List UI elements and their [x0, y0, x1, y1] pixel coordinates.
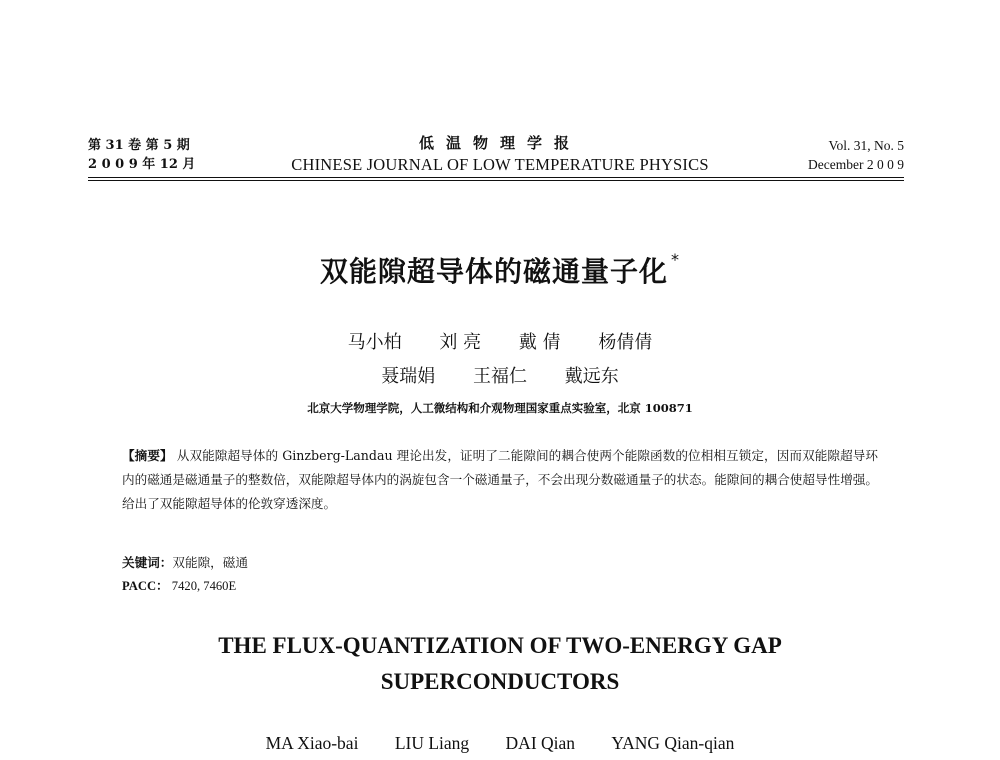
keywords-label: 关键词： — [122, 555, 173, 570]
title-footnote-marker: * — [671, 250, 680, 269]
volume-issue-cn: 第 31 卷 第 5 期 — [88, 138, 190, 153]
abstract-text: 从双能隙超导体的 Ginzberg-Landau 理论出发，证明了二能隙间的耦合使两个能隙函数的位相相互锁定，因而双能隙超导环内的磁通是磁通量子的整数倍，双能隙超导体内的涡旋包含一个磁通量子，不会出现分数磁通量子的状态。能隙间的耦合使超导性增强。给出了双能隙超导体的伦敦穿透深度。 — [122, 448, 879, 511]
abstract-cn — [122, 444, 878, 516]
title-text: 双能隙超导体的磁通量子化 — [319, 255, 668, 288]
pacc-label: PACC： — [122, 579, 169, 593]
author-name: 戴远东 — [564, 366, 619, 387]
abstract-label: 【摘要】 — [122, 448, 173, 463]
author-name: 王福仁 — [473, 366, 527, 387]
header-rule-thick — [88, 177, 904, 178]
date-en: December 2 0 0 9 — [808, 157, 904, 172]
author-name: 戴 倩 — [518, 332, 561, 353]
paper-title-cn — [0, 250, 1000, 290]
volume-issue-en: Vol. 31, No. 5 — [828, 138, 904, 153]
author-name-en: LIU Liang — [394, 733, 470, 753]
author-name: 刘 亮 — [439, 332, 482, 353]
header-right — [808, 136, 904, 174]
authors-cn-row1 — [0, 328, 1000, 354]
title-en-line2: SUPERCONDUCTORS — [380, 669, 620, 694]
pacc-text: 7420, 7460E — [171, 579, 237, 593]
keywords-line — [122, 552, 248, 574]
paper-title-en — [0, 628, 1000, 700]
author-name-en: YANG Qian-qian — [611, 733, 735, 753]
keywords-text: 双能隙，磁通 — [172, 555, 248, 570]
author-name: 马小柏 — [347, 332, 402, 353]
journal-name-cn: 低温物理学报 — [418, 134, 581, 152]
header-rule-thin — [88, 180, 904, 181]
pacc-line — [122, 575, 236, 597]
date-cn: 2 0 0 9 年 12 月 — [88, 157, 196, 172]
journal-name-en: CHINESE JOURNAL OF LOW TEMPERATURE PHYSICS — [291, 155, 709, 174]
author-name-en: MA Xiao-bai — [265, 733, 359, 753]
author-name: 杨倩倩 — [598, 332, 653, 353]
author-name: 聂瑞娟 — [381, 366, 436, 387]
affiliation-cn: 北京大学物理学院，人工微结构和介观物理国家重点实验室，北京 100871 — [307, 401, 693, 415]
title-en-line1: THE FLUX-QUANTIZATION OF TWO-ENERGY GAP — [218, 633, 782, 658]
authors-en — [0, 733, 1000, 754]
authors-cn-row2 — [0, 362, 1000, 388]
author-name-en: DAI Qian — [505, 733, 576, 753]
